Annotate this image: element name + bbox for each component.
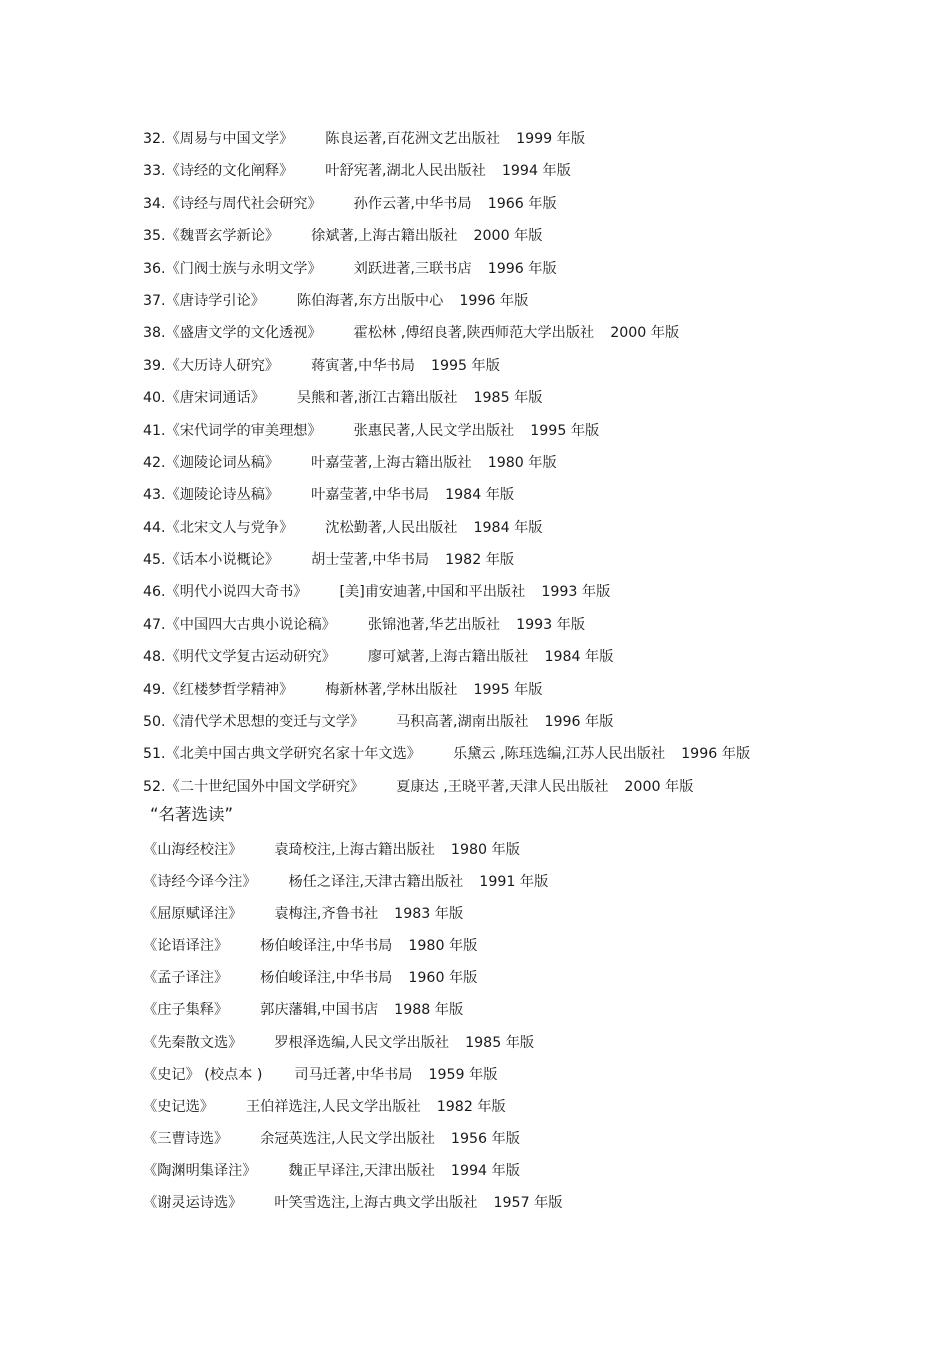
numbered-bibliography-list — [143, 128, 903, 808]
entry-book: 《谢灵运诗选》 — [143, 1195, 243, 1212]
entry-year: 1959 年版 — [428, 1066, 498, 1083]
entry-num: 43. — [143, 487, 166, 504]
entry-author: 司马迁著 — [294, 1066, 352, 1083]
entry-book: 《论语译注》 — [143, 938, 229, 955]
bibliography-entry — [143, 711, 903, 743]
entry-author: 马积高著 — [396, 714, 453, 731]
entry-book: 《三曹诗选》 — [143, 1130, 229, 1147]
entry-year: 2000 年版 — [473, 228, 543, 245]
entry-year: 1960 年版 — [408, 970, 478, 987]
entry-num: 38. — [143, 325, 166, 342]
bibliography-entry — [143, 484, 903, 516]
entry-num: 51. — [143, 746, 166, 763]
entry-year: 1957 年版 — [493, 1195, 563, 1212]
entry-book: 《诗经与周代社会研究》 — [165, 195, 322, 212]
entry-publisher: ,中国和平出版社 — [421, 584, 526, 601]
bibliography-entry — [143, 420, 903, 452]
bibliography-entry — [143, 999, 903, 1031]
bibliography-entry — [143, 128, 903, 160]
bibliography-entry — [143, 517, 903, 549]
bibliography-entry — [143, 160, 903, 192]
entry-publisher: ,湖南出版社 — [452, 714, 529, 731]
entry-author: 杨伯峻译注 — [260, 938, 332, 955]
entry-year: 2000 年版 — [610, 325, 680, 342]
bibliography-entry — [143, 1064, 903, 1096]
entry-author: 沈松勤著 — [325, 519, 383, 536]
entry-author: 王伯祥选注 — [245, 1098, 317, 1115]
entry-author: 叶嘉莹著 — [311, 487, 368, 504]
entry-author: 陈良运著 — [325, 131, 383, 147]
entry-book: 《史记选》 — [143, 1098, 214, 1115]
entry-publisher: ,中华书局 — [367, 487, 430, 504]
entry-book: 《陶渊明集译注》 — [143, 1162, 257, 1179]
entry-author: 孙作云著 — [353, 195, 411, 212]
entry-num: 37. — [143, 292, 166, 309]
entry-book: 《宋代词学的审美理想》 — [165, 422, 322, 439]
entry-publisher: ,华艺出版社 — [424, 616, 501, 633]
entry-year: 1982 年版 — [436, 1098, 506, 1115]
entry-publisher: ,上海古籍出版社 — [424, 649, 529, 666]
bibliography-entry — [143, 967, 903, 999]
entry-author: 霍松林 ,傅绍良著 — [353, 325, 462, 342]
entry-author: 徐斌著 — [311, 228, 354, 245]
bibliography-entry — [143, 839, 903, 871]
entry-book: 《话本小说概论》 — [165, 552, 280, 569]
entry-author: 夏康达 ,王晓平著 — [396, 778, 505, 795]
entry-book: 《魏晋玄学新论》 — [165, 228, 280, 245]
entry-publisher: ,人民出版社 — [382, 519, 458, 536]
entry-year: 1999 年版 — [516, 131, 586, 147]
entry-book: 《先秦散文选》 — [143, 1034, 243, 1051]
entry-num: 36. — [143, 260, 166, 277]
entry-year: 1956 年版 — [450, 1130, 520, 1147]
bibliography-entry — [143, 679, 903, 711]
entry-book: 《孟子译注》 — [143, 970, 229, 987]
entry-num: 47. — [143, 616, 166, 633]
entry-year: 2000 年版 — [624, 778, 694, 795]
entry-publisher: ,人民文学出版社 — [316, 1098, 421, 1115]
entry-author: [美]甫安迪著 — [339, 584, 422, 601]
entry-num: 42. — [143, 454, 166, 471]
bibliography-entry — [143, 1096, 903, 1128]
bibliography-entry — [143, 549, 903, 581]
entry-year: 1984 年版 — [445, 487, 515, 504]
entry-book: 《诗经今译今注》 — [143, 874, 257, 891]
entry-author: 叶舒宪著 — [325, 163, 383, 180]
entry-num: 44. — [143, 519, 166, 536]
entry-year: 1980 年版 — [408, 938, 478, 955]
bibliography-entry — [143, 614, 903, 646]
entry-num: 32. — [143, 131, 166, 147]
entry-num: 40. — [143, 390, 166, 407]
entry-publisher: ,中华书局 — [351, 1066, 413, 1083]
entry-author: 张惠民著 — [353, 422, 411, 439]
entry-publisher: ,上海古籍出版社 — [353, 228, 458, 245]
bibliography-entry — [143, 258, 903, 290]
entry-year: 1993 年版 — [541, 584, 611, 601]
entry-year: 1982 年版 — [445, 552, 515, 569]
entry-publisher: ,天津古籍出版社 — [359, 874, 464, 891]
entry-year: 1996 年版 — [681, 746, 751, 763]
bibliography-entry — [143, 935, 903, 967]
entry-num: 50. — [143, 714, 166, 731]
bibliography-entry — [143, 322, 903, 354]
entry-author: 廖可斌著 — [367, 649, 425, 666]
entry-year: 1984 年版 — [473, 519, 543, 536]
entry-year: 1988 年版 — [394, 1002, 464, 1019]
entry-publisher: ,东方出版中心 — [353, 292, 444, 309]
entry-year: 1995 年版 — [530, 422, 600, 439]
entry-book: 《唐宋词通话》 — [165, 390, 265, 407]
entry-book: 《大历诗人研究》 — [165, 357, 280, 374]
bibliography-entry — [143, 1032, 903, 1064]
entry-author: 叶笑雪选注 — [274, 1195, 346, 1212]
bibliography-entry — [143, 193, 903, 225]
entry-book: 《中国四大古典小说论稿》 — [165, 616, 336, 633]
entry-num: 52. — [143, 778, 166, 795]
entry-publisher: ,齐鲁书社 — [316, 906, 379, 923]
entry-publisher: ,江苏人民出版社 — [561, 746, 666, 763]
entry-author: 胡士莹著 — [311, 552, 368, 569]
entry-book: 《史记》 (校点本 ) — [143, 1066, 263, 1083]
bibliography-entry — [143, 355, 903, 387]
entry-publisher: ,湖北人民出版社 — [382, 163, 486, 180]
entry-year: 1995 年版 — [430, 357, 500, 374]
bibliography-entry — [143, 1160, 903, 1192]
entry-year: 1994 年版 — [450, 1162, 520, 1179]
entry-num: 35. — [143, 228, 166, 245]
entry-author: 蒋寅著 — [311, 357, 354, 374]
bibliography-entry — [143, 743, 903, 775]
entry-book: 《唐诗学引论》 — [165, 292, 265, 309]
entry-book: 《明代小说四大奇书》 — [165, 584, 308, 601]
bibliography-entry — [143, 1192, 903, 1224]
entry-book: 《屈原赋译注》 — [143, 906, 243, 923]
bibliography-entry — [143, 581, 903, 613]
entry-author: 袁梅注 — [274, 906, 317, 923]
entry-num: 39. — [143, 357, 166, 374]
entry-year: 1996 年版 — [459, 292, 529, 309]
entry-book: 《红楼梦哲学精神》 — [165, 681, 294, 698]
entry-publisher: ,学林出版社 — [382, 681, 458, 698]
entry-publisher: ,中国书店 — [316, 1002, 379, 1019]
bibliography-entry — [143, 290, 903, 322]
entry-year: 1996 年版 — [487, 260, 557, 277]
entry-publisher: ,中华书局 — [367, 552, 430, 569]
bibliography-entry — [143, 225, 903, 257]
entry-author: 张锦池著 — [367, 616, 425, 633]
entry-author: 罗根泽选编 — [274, 1034, 346, 1051]
bibliography-entry — [143, 387, 903, 419]
entry-year: 1966 年版 — [487, 195, 557, 212]
entry-publisher: ,三联书店 — [410, 260, 472, 277]
entry-book: 《清代学术思想的变迁与文学》 — [165, 714, 365, 731]
entry-author: 杨伯峻译注 — [260, 970, 332, 987]
entry-year: 1984 年版 — [544, 649, 614, 666]
entry-num: 46. — [143, 584, 166, 601]
entry-publisher: ,百花洲文艺出版社 — [382, 131, 501, 147]
entry-year: 1996 年版 — [544, 714, 614, 731]
entry-year: 1980 年版 — [487, 454, 557, 471]
entry-publisher: ,中华书局 — [353, 357, 415, 374]
entry-author: 余冠英选注 — [260, 1130, 332, 1147]
entry-book: 《山海经校注》 — [143, 842, 243, 858]
bibliography-entry — [143, 1128, 903, 1160]
entry-publisher: ,中华书局 — [331, 938, 393, 955]
bibliography-entry — [143, 871, 903, 903]
entry-author: 叶嘉莹著 — [311, 454, 368, 471]
entry-author: 刘跃进著 — [353, 260, 411, 277]
entry-publisher: ,上海古籍出版社 — [331, 842, 435, 858]
entry-author: 袁琦校注 — [274, 842, 332, 858]
entry-year: 1983 年版 — [394, 906, 464, 923]
entry-author: 杨任之译注 — [288, 874, 360, 891]
entry-book: 《门阀士族与永明文学》 — [165, 260, 322, 277]
entry-year: 1991 年版 — [479, 874, 549, 891]
entry-author: 吴熊和著 — [296, 390, 354, 407]
entry-num: 33. — [143, 163, 166, 180]
entry-year: 1995 年版 — [473, 681, 543, 698]
bibliography-entry — [143, 452, 903, 484]
entry-book: 《迦陵论词丛稿》 — [165, 454, 280, 471]
entry-publisher: ,中华书局 — [410, 195, 472, 212]
entry-book: 《二十世纪国外中国文学研究》 — [165, 778, 365, 795]
entry-author: 陈伯海著 — [296, 292, 354, 309]
entry-num: 49. — [143, 681, 166, 698]
entry-publisher: ,天津出版社 — [359, 1162, 435, 1179]
entry-author: 梅新林著 — [325, 681, 383, 698]
bibliography-entry — [143, 646, 903, 678]
entry-publisher: ,人民文学出版社 — [331, 1130, 435, 1147]
entry-book: 《迦陵论诗丛稿》 — [165, 487, 280, 504]
entry-publisher: ,上海古典文学出版社 — [345, 1195, 478, 1212]
entry-year: 1985 年版 — [465, 1034, 535, 1051]
entry-year: 1985 年版 — [473, 390, 543, 407]
entry-book: 《周易与中国文学》 — [165, 131, 294, 147]
entry-book: 《盛唐文学的文化透视》 — [165, 325, 322, 342]
entry-book: 《庄子集释》 — [143, 1002, 229, 1019]
entry-publisher: ,人民文学出版社 — [410, 422, 515, 439]
entry-book: 《北美中国古典文学研究名家十年文选》 — [165, 746, 421, 763]
entry-publisher: ,浙江古籍出版社 — [353, 390, 458, 407]
entry-publisher: ,陕西师范大学出版社 — [462, 325, 595, 342]
entry-publisher: ,中华书局 — [331, 970, 393, 987]
entry-author: 魏正早译注 — [288, 1162, 360, 1179]
entry-year: 1993 年版 — [516, 616, 586, 633]
bibliography-entry — [143, 903, 903, 935]
entry-num: 34. — [143, 195, 166, 212]
entry-book: 《诗经的文化阐释》 — [165, 163, 294, 180]
entry-author: 郭庆藩辑 — [260, 1002, 317, 1019]
entry-book: 《明代文学复古运动研究》 — [165, 649, 336, 666]
entry-publisher: ,上海古籍出版社 — [367, 454, 472, 471]
bibliography-entry — [143, 776, 903, 808]
entry-author: 乐黛云 ,陈珏选编 — [452, 746, 562, 763]
entry-num: 48. — [143, 649, 166, 666]
entry-year: 1980 年版 — [450, 842, 520, 858]
entry-year: 1994 年版 — [501, 163, 571, 180]
entry-book: 《北宋文人与党争》 — [165, 519, 294, 536]
section-title: “名著选读” — [150, 805, 234, 824]
entry-num: 41. — [143, 422, 166, 439]
entry-num: 45. — [143, 552, 166, 569]
entry-publisher: ,人民文学出版社 — [345, 1034, 450, 1051]
reading-list — [143, 839, 903, 1224]
entry-publisher: ,天津人民出版社 — [504, 778, 609, 795]
